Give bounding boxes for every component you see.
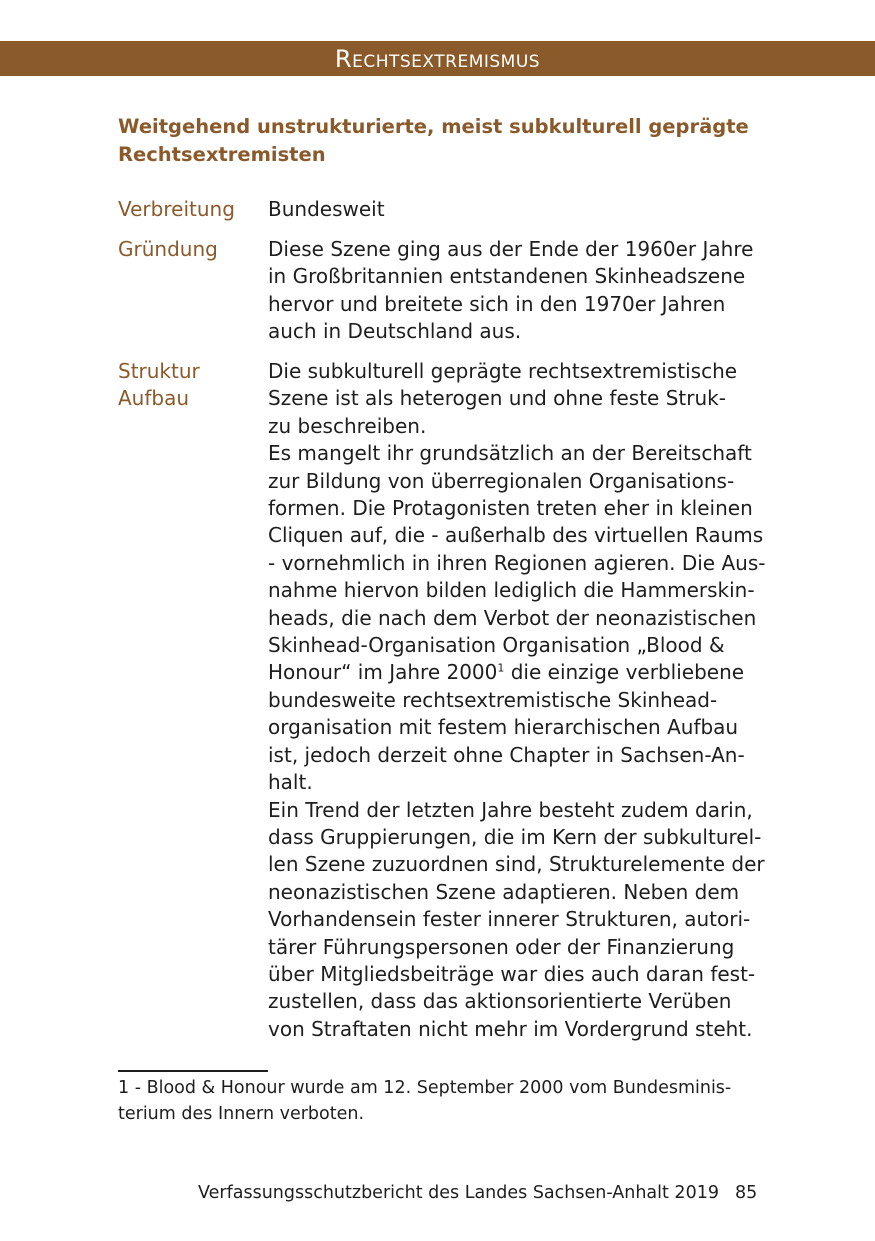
page-footer-text: Verfassungsschutzbericht des Landes Sachsen-Anhalt 2019 — [198, 1183, 719, 1203]
field-label-struktur — [118, 358, 258, 413]
text-line: dass Gruppierungen, die im Kern der subkulturel- — [268, 824, 762, 849]
footnote-reference[interactable]: 1 — [497, 661, 505, 675]
text-fragment: die einzige verbliebene — [504, 660, 745, 685]
text-line: von Straftaten nicht mehr im Vordergrund steht. — [268, 1016, 753, 1041]
field-value-struktur — [268, 358, 766, 1043]
text-line: zur Bildung von überregionalen Organisations- — [268, 468, 735, 493]
text-line: len Szene zuzuordnen sind, Strukturelemente der — [268, 852, 765, 877]
field-label-verbreitung: Verbreitung — [118, 197, 235, 221]
footnote-line: 1 - Blood & Honour wurde am 12. September 2000 vom Bundesminis- — [118, 1078, 732, 1098]
text-line-with-footnote — [268, 659, 758, 686]
field-value-verbreitung — [268, 196, 758, 223]
text-line: Szene ist als heterogen und ohne feste Struk- — [268, 386, 726, 411]
text-line: tärer Führungspersonen oder der Finanzierung — [268, 934, 735, 959]
text-line: zustellen, dass das aktionsorientierte Verüben — [268, 989, 732, 1014]
text-line: Diese Szene ging aus der Ende der 1960er Jahre — [268, 237, 754, 261]
text-line: Die subkulturell geprägte rechtsextremistische — [268, 359, 738, 383]
text-line: Es mangelt ihr grundsätzlich an der Bereitschaft — [268, 441, 752, 466]
text-line: hervor und breitete sich in den 1970er Jahren — [268, 291, 726, 316]
text-line: formen. Die Protagonisten treten eher in kleinen — [268, 496, 753, 521]
footnote-line: terium des Innern verboten. — [118, 1104, 365, 1124]
text-line: Cliquen auf, die - außerhalb des virtuellen Raums — [268, 523, 764, 548]
text-line: Vorhandensein fester innerer Strukturen, autori- — [268, 907, 751, 932]
label-line-struktur: Struktur — [118, 359, 200, 383]
section-title: Rechtsextremismus — [334, 45, 541, 73]
field-label-gruendung: Gründung — [118, 237, 218, 261]
text-line: heads, die nach dem Verbot der neonazistischen — [268, 605, 757, 630]
text-fragment: Honour“ im Jahre 2000 — [268, 660, 498, 685]
text-line: ist, jedoch derzeit ohne Chapter in Sachsen-An- — [268, 742, 745, 767]
page-number: 85 — [735, 1183, 758, 1203]
text-line: - vornehmlich in ihren Regionen agieren. Die Aus- — [268, 550, 766, 575]
text-line: Ein Trend der letzten Jahre besteht zudem darin, — [268, 797, 753, 822]
text-line: halt. — [268, 770, 313, 795]
footnote — [118, 1075, 768, 1127]
subsection-heading-line: Weitgehend unstrukturierte, meist subkulturell geprägte — [118, 115, 749, 138]
text-line: zu beschreiben. — [268, 413, 427, 438]
subsection-heading-line: Rechtsextremisten — [118, 143, 326, 166]
text-line: organisation mit festem hierarchischen Aufbau — [268, 715, 739, 740]
text-line: Skinhead-Organisation Organisation „Blood & — [268, 633, 725, 658]
subsection-heading — [118, 113, 758, 169]
text-line: auch in Deutschland aus. — [268, 319, 522, 344]
text-line: neonazistischen Szene adaptieren. Neben dem — [268, 879, 740, 904]
text-line: über Mitgliedsbeiträge war dies auch daran fest- — [268, 961, 756, 986]
label-line-aufbau: Aufbau — [118, 386, 190, 411]
field-value-gruendung — [268, 236, 758, 346]
text-line: nahme hiervon bilden lediglich die Hammerskin- — [268, 578, 755, 603]
text-line: Bundesweit — [268, 197, 385, 221]
footnote-divider — [118, 1070, 268, 1072]
text-line: in Großbritannien entstandenen Skinheadszene — [268, 264, 746, 289]
text-line: bundesweite rechtsextremistische Skinhead- — [268, 687, 718, 712]
